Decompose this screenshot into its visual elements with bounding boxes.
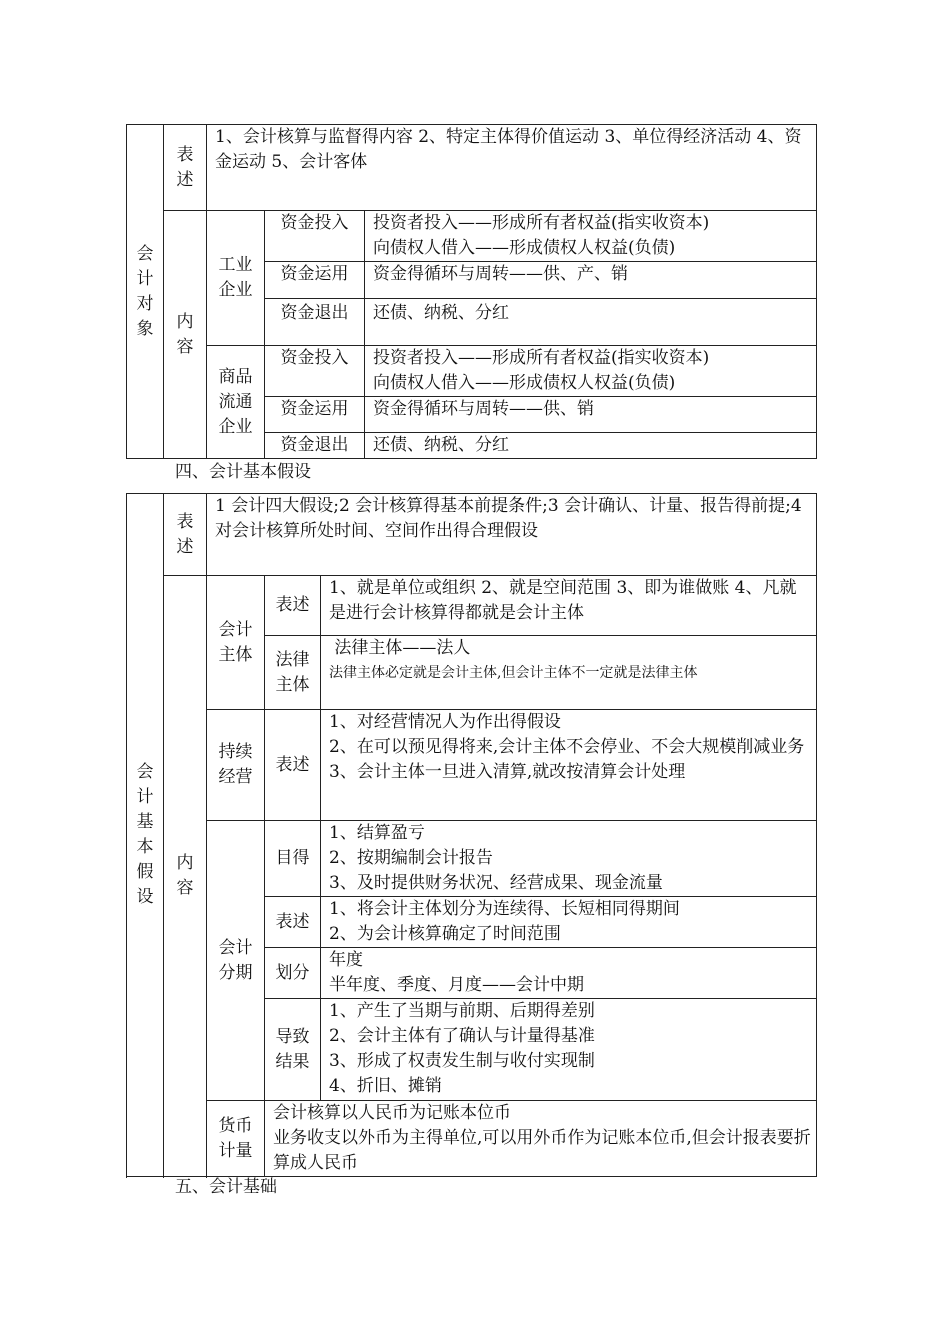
going-concern-desc-label: 表述 [265, 710, 321, 821]
period-purpose-line-3: 3、及时提供财务状况、经营成果、现金流量 [329, 873, 663, 893]
period-result-line-1: 1、产生了当期与前期、后期得差别 [329, 1001, 595, 1021]
t1-desc-label [164, 125, 207, 211]
legal-entity-label [265, 636, 321, 710]
ind-input-line-2: 向债权人借入——形成债权人权益(负债) [373, 238, 676, 258]
currency-line-2: 业务收支以外币为主得单位,可以用外币作为记账本位币,但会计报表要折算成人民币 [273, 1128, 811, 1173]
accounting-object-table [126, 124, 817, 459]
period-division-line-1: 年度 [329, 950, 363, 970]
com-input-line-1: 投资者投入——形成所有者权益(指实收资本) [373, 348, 710, 368]
entity-label-text: 会计主体 [218, 619, 253, 665]
currency-line-1: 会计核算以人民币为记账本位币 [273, 1103, 511, 1123]
period-result [321, 999, 817, 1101]
ind-input-line-1: 投资者投入——形成所有者权益(指实收资本) [373, 213, 710, 233]
entity-label [207, 576, 265, 710]
commercial-enterprise-label-text: 商品流通企业 [218, 366, 253, 437]
com-stage-exit: 资金退出 [265, 433, 365, 459]
period-purpose [321, 821, 817, 897]
going-concern-line-3: 3、会计主体一旦进入清算,就改按清算会计处理 [329, 762, 686, 782]
section-heading-4: 四、会计基本假设 [175, 462, 311, 482]
basic-assumptions-title [127, 494, 164, 1177]
period-division-line-2: 半年度、季度、月度——会计中期 [329, 975, 584, 995]
legal-entity-desc [321, 636, 817, 710]
period-label [207, 821, 265, 1101]
com-stage-input: 资金投入 [265, 346, 365, 397]
currency-label [207, 1101, 265, 1177]
period-result-line-2: 2、会计主体有了确认与计量得基准 [329, 1026, 595, 1046]
entity-desc-label: 表述 [265, 576, 321, 636]
commercial-enterprise-label [207, 346, 265, 459]
legal-entity-line-1: 法律主体——法人 [329, 638, 471, 658]
t1-content-label [164, 211, 207, 459]
t2-desc-label-text: 表述 [176, 511, 194, 557]
ind-input-desc [365, 211, 817, 262]
com-input-desc [365, 346, 817, 397]
period-result-label [265, 999, 321, 1101]
t1-content-label-text: 内容 [176, 311, 194, 357]
going-concern-line-1: 1、对经营情况人为作出得假设 [329, 712, 561, 732]
com-exit-desc: 还债、纳税、分红 [365, 433, 817, 459]
industrial-enterprise-label-text: 工业企业 [218, 255, 253, 300]
period-purpose-line-1: 1、结算盈亏 [329, 823, 425, 843]
period-result-line-4: 4、折旧、摊销 [329, 1076, 442, 1096]
t1-desc-text: 1、会计核算与监督得内容 2、特定主体得价值运动 3、单位得经济活动 4、资金运动 5、会计客体 [207, 125, 817, 211]
period-desc-line-2: 2、为会计核算确定了时间范围 [329, 924, 561, 944]
ind-stage-input: 资金投入 [265, 211, 365, 262]
going-concern-desc [321, 710, 817, 821]
t2-content-label [164, 576, 207, 1177]
ind-stage-exit: 资金退出 [265, 299, 365, 346]
currency-desc [265, 1101, 817, 1177]
com-stage-use: 资金运用 [265, 397, 365, 433]
period-result-line-3: 3、形成了权责发生制与收付实现制 [329, 1051, 595, 1071]
section-heading-5: 五、会计基础 [175, 1177, 277, 1197]
basic-assumptions-title-text: 会计基本假设 [136, 762, 154, 907]
industrial-enterprise-label [207, 211, 265, 346]
period-desc-line-1: 1、将会计主体划分为连续得、长短相同得期间 [329, 899, 680, 919]
legal-entity-label-text: 法律主体 [275, 649, 310, 695]
t1-desc-label-text: 表述 [176, 144, 194, 190]
t2-content-label-text: 内容 [176, 853, 194, 898]
currency-label-text: 货币计量 [218, 1115, 253, 1161]
going-concern-label-text: 持续经营 [218, 742, 253, 787]
t2-desc-label [164, 494, 207, 576]
accounting-object-title [127, 125, 164, 459]
period-purpose-line-2: 2、按期编制会计报告 [329, 848, 493, 868]
legal-entity-line-2: 法律主体必定就是会计主体,但会计主体不一定就是法律主体 [329, 665, 698, 681]
t2-desc-text: 1 会计四大假设;2 会计核算得基本前提条件;3 会计确认、计量、报告得前提;4 对会计核算所处时间、空间作出得合理假设 [207, 494, 817, 576]
com-input-line-2: 向债权人借入——形成债权人权益(负债) [373, 373, 676, 393]
period-desc-label: 表述 [265, 897, 321, 948]
entity-desc-text: 1、就是单位或组织 2、就是空间范围 3、即为谁做账 4、凡就是进行会计核算得都就是会计主体 [321, 576, 817, 636]
period-division-label: 划分 [265, 948, 321, 999]
going-concern-line-2: 2、在可以预见得将来,会计主体不会停业、不会大规模削减业务 [329, 737, 805, 757]
period-desc [321, 897, 817, 948]
going-concern-label [207, 710, 265, 821]
period-division [321, 948, 817, 999]
com-use-desc: 资金得循环与周转——供、销 [365, 397, 817, 433]
ind-use-desc: 资金得循环与周转——供、产、销 [365, 262, 817, 299]
period-result-label-text: 导致结果 [275, 1026, 310, 1072]
accounting-object-title-text: 会计对象 [136, 243, 154, 339]
ind-stage-use: 资金运用 [265, 262, 365, 299]
period-purpose-label: 目得 [265, 821, 321, 897]
basic-assumptions-table [126, 493, 817, 1177]
period-label-text: 会计分期 [218, 937, 253, 983]
ind-exit-desc: 还债、纳税、分红 [365, 299, 817, 346]
